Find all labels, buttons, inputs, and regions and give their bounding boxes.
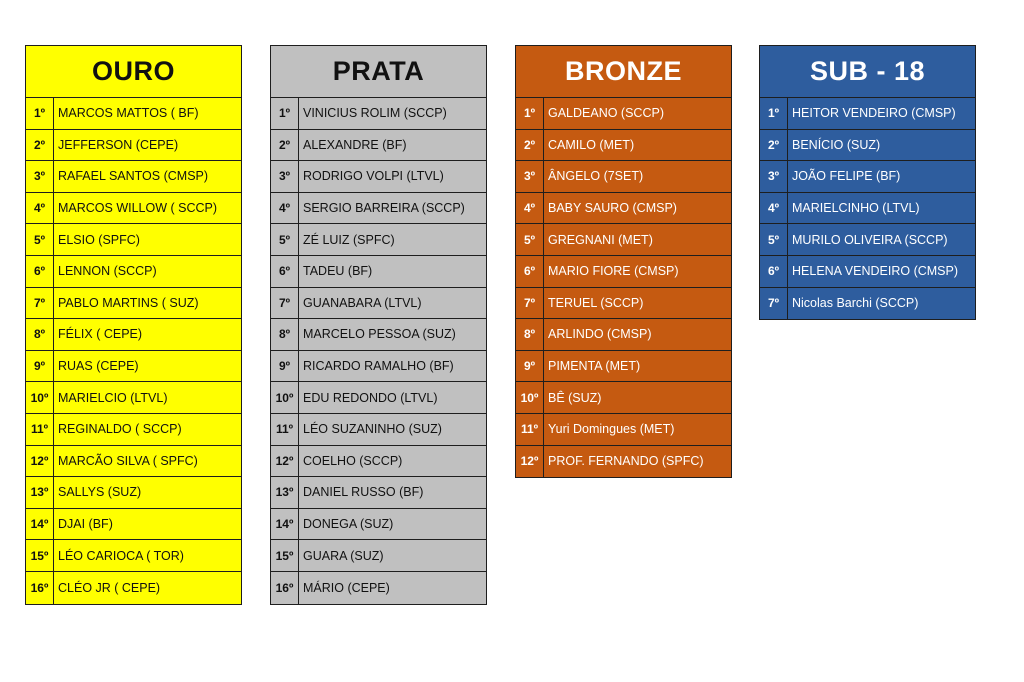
player-name: MARIELCIO (LTVL)	[58, 390, 168, 405]
player-name: MURILO OLIVEIRA (SCCP)	[792, 232, 948, 247]
player-name: ARLINDO (CMSP)	[548, 327, 652, 342]
rank-position: 3º	[516, 161, 544, 192]
player-name: MARCELO PESSOA (SUZ)	[303, 327, 456, 342]
rank-position: 3º	[271, 161, 299, 192]
rank-position: 8º	[271, 319, 299, 350]
player-name: MARIELCINHO (LTVL)	[792, 201, 920, 216]
table-row	[760, 224, 975, 256]
table-row	[271, 256, 486, 288]
rank-position: 9º	[516, 351, 544, 382]
table-row	[516, 256, 731, 288]
rank-position: 8º	[516, 319, 544, 350]
table-row	[26, 224, 241, 256]
rank-position: 15º	[26, 540, 54, 571]
rank-position: 12º	[26, 446, 54, 477]
rank-position: 2º	[760, 130, 788, 161]
player-name: RICARDO RAMALHO (BF)	[303, 359, 454, 374]
table-row	[760, 161, 975, 193]
table-row	[760, 98, 975, 130]
player-name: DANIEL RUSSO (BF)	[303, 485, 424, 500]
table-row	[516, 98, 731, 130]
player-name: LÉO SUZANINHO (SUZ)	[303, 422, 442, 437]
rank-position: 4º	[26, 193, 54, 224]
player-name: RODRIGO VOLPI (LTVL)	[303, 169, 444, 184]
rank-position: 1º	[760, 98, 788, 129]
table-row	[271, 477, 486, 509]
player-name: MARCOS WILLOW ( SCCP)	[58, 201, 218, 216]
rank-position: 1º	[271, 98, 299, 129]
rank-position: 8º	[26, 319, 54, 350]
player-name: SERGIO BARREIRA (SCCP)	[303, 201, 465, 216]
rank-position: 5º	[26, 224, 54, 255]
player-name: LENNON (SCCP)	[58, 264, 157, 279]
player-name: RUAS (CEPE)	[58, 359, 139, 374]
ranking-list	[516, 98, 731, 477]
rank-position: 2º	[26, 130, 54, 161]
player-name: TADEU (BF)	[303, 264, 373, 279]
table-title: PRATA	[271, 46, 486, 98]
table-row	[271, 98, 486, 130]
table-row	[271, 288, 486, 320]
table-bronze	[515, 45, 732, 478]
rank-position: 7º	[26, 288, 54, 319]
player-name: ALEXANDRE (BF)	[303, 137, 407, 152]
player-name: PIMENTA (MET)	[548, 359, 641, 374]
player-name: REGINALDO ( SCCP)	[58, 422, 182, 437]
table-row	[271, 161, 486, 193]
player-name: Yuri Domingues (MET)	[548, 422, 675, 437]
rank-position: 16º	[26, 572, 54, 604]
player-name: FÉLIX ( CEPE)	[58, 327, 143, 342]
player-name: LÉO CARIOCA ( TOR)	[58, 548, 184, 563]
table-row	[26, 382, 241, 414]
rank-position: 5º	[516, 224, 544, 255]
table-row	[26, 256, 241, 288]
table-row	[271, 382, 486, 414]
player-name: ELSIO (SPFC)	[58, 232, 140, 247]
rank-position: 6º	[760, 256, 788, 287]
rank-position: 4º	[760, 193, 788, 224]
table-ouro	[25, 45, 242, 605]
rank-position: 1º	[26, 98, 54, 129]
player-name: GUARA (SUZ)	[303, 548, 384, 563]
rank-position: 10º	[516, 382, 544, 413]
player-name: DONEGA (SUZ)	[303, 517, 394, 532]
player-name: CLÉO JR ( CEPE)	[58, 580, 161, 595]
player-name: GREGNANI (MET)	[548, 232, 653, 247]
rank-position: 14º	[271, 509, 299, 540]
table-row	[516, 351, 731, 383]
rank-position: 3º	[26, 161, 54, 192]
rank-position: 7º	[271, 288, 299, 319]
rank-position: 9º	[271, 351, 299, 382]
table-row	[516, 319, 731, 351]
rank-position: 11º	[26, 414, 54, 445]
rank-position: 11º	[271, 414, 299, 445]
ranking-list	[760, 98, 975, 319]
table-row	[26, 540, 241, 572]
rank-position: 11º	[516, 414, 544, 445]
player-name: PABLO MARTINS ( SUZ)	[58, 295, 199, 310]
table-row	[26, 509, 241, 541]
table-row	[26, 446, 241, 478]
rank-position: 14º	[26, 509, 54, 540]
table-row	[26, 98, 241, 130]
rank-position: 10º	[271, 382, 299, 413]
table-row	[516, 288, 731, 320]
rank-position: 7º	[516, 288, 544, 319]
player-name: BÊ (SUZ)	[548, 390, 602, 405]
rank-position: 3º	[760, 161, 788, 192]
player-name: GUANABARA (LTVL)	[303, 295, 422, 310]
table-row	[271, 572, 486, 604]
table-row	[26, 319, 241, 351]
player-name: MARCÃO SILVA ( SPFC)	[58, 453, 198, 468]
ranking-list	[271, 98, 486, 604]
table-row	[271, 414, 486, 446]
player-name: BABY SAURO (CMSP)	[548, 201, 677, 216]
rank-position: 13º	[26, 477, 54, 508]
player-name: MARIO FIORE (CMSP)	[548, 264, 679, 279]
table-row	[271, 509, 486, 541]
table-row	[760, 130, 975, 162]
rank-position: 12º	[271, 446, 299, 477]
table-row	[271, 130, 486, 162]
rank-position: 4º	[516, 193, 544, 224]
rank-position: 10º	[26, 382, 54, 413]
table-title: SUB - 18	[760, 46, 975, 98]
table-row	[271, 319, 486, 351]
table-row	[271, 540, 486, 572]
table-row	[760, 288, 975, 320]
rank-position: 7º	[760, 288, 788, 320]
player-name: PROF. FERNANDO (SPFC)	[548, 454, 704, 469]
ranking-list	[26, 98, 241, 604]
rank-position: 9º	[26, 351, 54, 382]
player-name: JOÃO FELIPE (BF)	[792, 169, 901, 184]
table-prata	[270, 45, 487, 605]
table-row	[26, 288, 241, 320]
table-row	[760, 256, 975, 288]
table-row	[516, 446, 731, 478]
player-name: MÁRIO (CEPE)	[303, 580, 390, 595]
player-name: EDU REDONDO (LTVL)	[303, 390, 438, 405]
player-name: JEFFERSON (CEPE)	[58, 137, 179, 152]
rank-position: 6º	[271, 256, 299, 287]
table-title: OURO	[26, 46, 241, 98]
rank-position: 5º	[271, 224, 299, 255]
table-row	[516, 414, 731, 446]
table-row	[26, 477, 241, 509]
table-sub-18	[759, 45, 976, 320]
table-row	[26, 414, 241, 446]
table-row	[516, 224, 731, 256]
player-name: DJAI (BF)	[58, 517, 113, 532]
table-row	[26, 161, 241, 193]
table-row	[271, 224, 486, 256]
rank-position: 6º	[516, 256, 544, 287]
player-name: GALDEANO (SCCP)	[548, 106, 664, 121]
player-name: HELENA VENDEIRO (CMSP)	[792, 264, 959, 279]
table-row	[271, 193, 486, 225]
table-row	[516, 382, 731, 414]
player-name: Nicolas Barchi (SCCP)	[792, 296, 919, 311]
player-name: VINICIUS ROLIM (SCCP)	[303, 106, 447, 121]
table-row	[516, 130, 731, 162]
player-name: SALLYS (SUZ)	[58, 485, 142, 500]
rank-position: 6º	[26, 256, 54, 287]
table-row	[271, 351, 486, 383]
table-row	[26, 130, 241, 162]
table-row	[516, 161, 731, 193]
player-name: HEITOR VENDEIRO (CMSP)	[792, 106, 956, 121]
table-row	[760, 193, 975, 225]
table-row	[26, 351, 241, 383]
player-name: ÂNGELO (7SET)	[548, 169, 644, 184]
player-name: TERUEL (SCCP)	[548, 295, 644, 310]
player-name: CAMILO (MET)	[548, 137, 635, 152]
rank-position: 15º	[271, 540, 299, 571]
rank-position: 1º	[516, 98, 544, 129]
rank-position: 12º	[516, 446, 544, 478]
rank-position: 13º	[271, 477, 299, 508]
table-row	[271, 446, 486, 478]
rank-position: 4º	[271, 193, 299, 224]
player-name: RAFAEL SANTOS (CMSP)	[58, 169, 209, 184]
table-row	[516, 193, 731, 225]
player-name: MARCOS MATTOS ( BF)	[58, 106, 199, 121]
player-name: COELHO (SCCP)	[303, 453, 403, 468]
table-row	[26, 193, 241, 225]
rank-position: 2º	[516, 130, 544, 161]
table-row	[26, 572, 241, 604]
rank-position: 2º	[271, 130, 299, 161]
rank-position: 16º	[271, 572, 299, 604]
rank-position: 5º	[760, 224, 788, 255]
player-name: ZÉ LUIZ (SPFC)	[303, 232, 395, 247]
player-name: BENÍCIO (SUZ)	[792, 137, 881, 152]
table-title: BRONZE	[516, 46, 731, 98]
